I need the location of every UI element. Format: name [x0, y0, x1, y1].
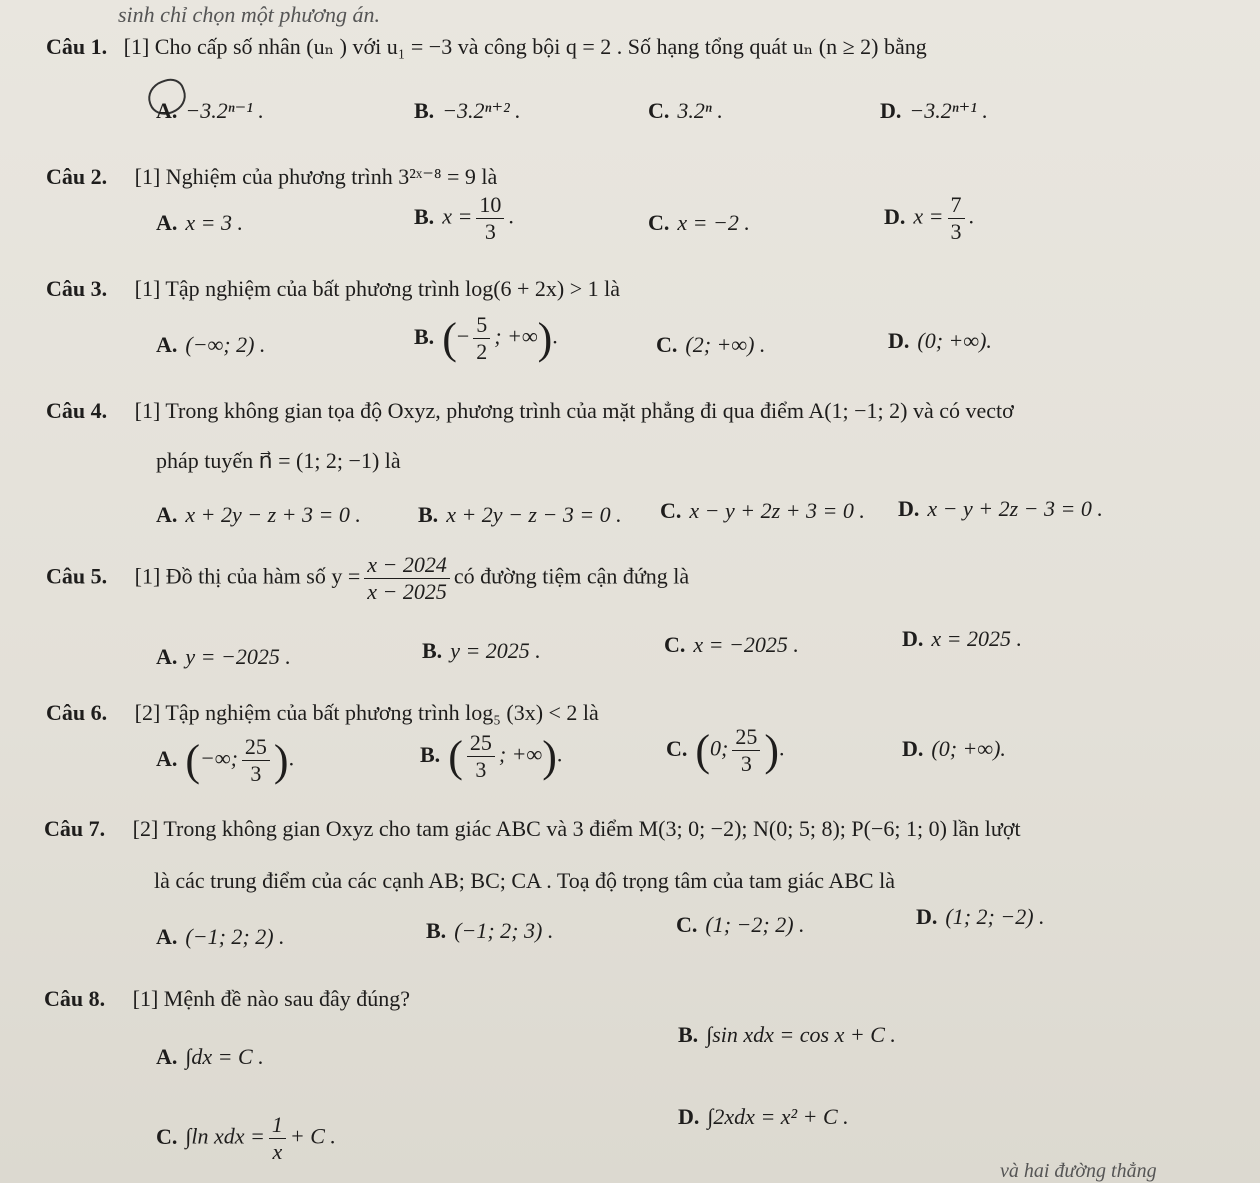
q3-option-d[interactable]: D. (0; +∞). [888, 328, 992, 353]
q2-option-b[interactable]: B. x = $\frac{10}{3}$ . [414, 192, 514, 244]
question-3: Câu 3. [1] Tập nghiệm của bất phương trình log(6 + 2x) > 1 là [46, 276, 621, 301]
q3-option-b[interactable]: B. (− $\frac{5}{2}$ ; +∞). [414, 312, 558, 364]
q5-option-b[interactable]: B. y = 2025 . [422, 638, 541, 663]
question-7: Câu 7. [2] Trong không gian Oxyz cho tam giác ABC và 3 điểm M(3; 0; −2); N(0; 5; 8); P(−6; 1; 0) lần lượt [44, 816, 1021, 841]
q8-option-c[interactable]: C. ∫ln xdx = $\frac{1}{x}$ + C . [156, 1112, 336, 1164]
q4-option-c[interactable]: C. x − y + 2z + 3 = 0 . [660, 498, 865, 523]
q5-option-c[interactable]: C. x = −2025 . [664, 632, 799, 657]
q3-option-c[interactable]: C. (2; +∞) . [656, 332, 766, 357]
q4-option-b[interactable]: B. x + 2y − z − 3 = 0 . [418, 502, 622, 527]
q1-option-b[interactable]: B. −3.2ⁿ⁺² . [414, 98, 521, 123]
q8-option-b[interactable]: B. ∫sin xdx = cos x + C . [678, 1022, 896, 1047]
q7-option-c[interactable]: C. (1; −2; 2) . [676, 912, 805, 937]
question-1-text: [1] Cho cấp số nhân (uₙ ) với u₁ = −3 và công bội q = 2 . Số hạng tổng quát uₙ (n ≥ 2) bằng [123, 34, 927, 59]
q5-option-a[interactable]: A. y = −2025 . [156, 644, 291, 669]
q6-option-a[interactable]: A. (−∞; $\frac{25}{3}$ ). [156, 734, 295, 786]
question-5: Câu 5. [1] Đồ thị của hàm số y = $\frac{x - 2024}{x - 2025}$ có đường tiệm cận đứng là [46, 552, 690, 604]
question-6: Câu 6. [2] Tập nghiệm của bất phương trình log₅ (3x) < 2 là [46, 700, 599, 725]
q6-option-c[interactable]: C. (0; $\frac{25}{3}$ ). [666, 724, 785, 776]
q7-option-b[interactable]: B. (−1; 2; 3) . [426, 918, 554, 943]
q4-option-a[interactable]: A. x + 2y − z + 3 = 0 . [156, 502, 361, 527]
q1-option-a[interactable]: A. −3.2ⁿ⁻¹ . [156, 98, 264, 123]
question-4-line-2: pháp tuyến n⃗ = (1; 2; −1) là [156, 448, 401, 473]
q7-option-d[interactable]: D. (1; 2; −2) . [916, 904, 1045, 929]
question-8: Câu 8. [1] Mệnh đề nào sau đây đúng? [44, 986, 410, 1011]
question-1 [46, 34, 927, 60]
q7-option-a[interactable]: A. (−1; 2; 2) . [156, 924, 285, 949]
question-7-line-2: là các trung điểm của các cạnh AB; BC; CA . Toạ độ trọng tâm của tam giác ABC là [154, 868, 895, 893]
q1-option-d[interactable]: D. −3.2ⁿ⁺¹ . [880, 98, 988, 123]
q4-option-d[interactable]: D. x − y + 2z − 3 = 0 . [898, 496, 1103, 521]
q2-option-a[interactable]: A. x = 3 . [156, 210, 244, 235]
intro-text: sinh chỉ chọn một phương án. [118, 2, 381, 27]
q6-option-b[interactable]: B. ( $\frac{25}{3}$ ; +∞). [420, 730, 563, 782]
q2-option-d[interactable]: D. x = $\frac{7}{3}$ . [884, 192, 975, 244]
q2-option-c[interactable]: C. x = −2 . [648, 210, 750, 235]
question-2: Câu 2. [1] Nghiệm của phương trình 3²ˣ⁻⁸ = 9 là [46, 164, 498, 189]
q6-option-d[interactable]: D. (0; +∞). [902, 736, 1006, 761]
question-1-label: Câu 1. [46, 34, 108, 59]
footer-fragment: và hai đường thẳng [1000, 1160, 1157, 1182]
q1-option-c[interactable]: C. 3.2ⁿ . [648, 98, 723, 123]
q3-option-a[interactable]: A. (−∞; 2) . [156, 332, 266, 357]
question-4: Câu 4. [1] Trong không gian tọa độ Oxyz, phương trình của mặt phẳng đi qua điểm A(1; −1; 2) và có vectơ [46, 398, 1014, 423]
q8-option-d[interactable]: D. ∫2xdx = x² + C . [678, 1104, 849, 1129]
q5-option-d[interactable]: D. x = 2025 . [902, 626, 1023, 651]
q8-option-a[interactable]: A. ∫dx = C . [156, 1044, 264, 1069]
